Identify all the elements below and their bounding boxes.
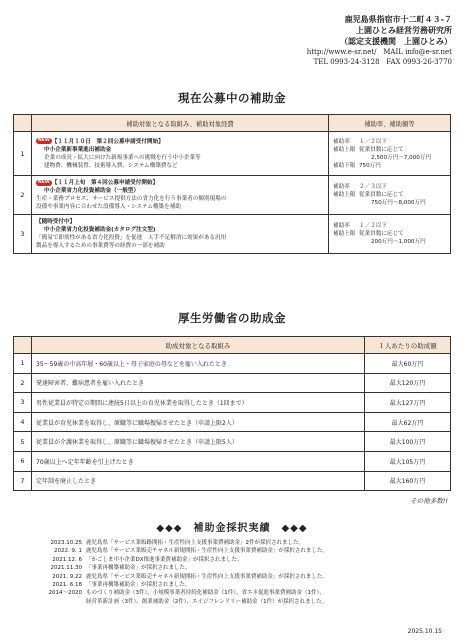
lower-value: 750万円 xyxy=(359,162,381,169)
row-number: 2 xyxy=(14,373,32,393)
grant-header-row xyxy=(14,337,451,354)
limit-label: 補助上限 xyxy=(333,231,356,237)
grant-amount: 最大62万円 xyxy=(365,412,451,432)
grant-row xyxy=(14,451,451,471)
limit-value: 750万円～8,000万円 xyxy=(371,200,426,206)
row-number: 2 xyxy=(14,176,32,215)
subsidy-name: 中小企業省力化投資補助金(カタログ注文型) xyxy=(44,227,156,233)
other-note: その他多数!! xyxy=(410,497,448,505)
item-text: ものづくり補助金（3件）、小規模事業者持続化補助金（1件）、省エネ促進事業費補助金（1件）、 xyxy=(86,590,325,597)
grant-row xyxy=(14,354,451,374)
grant-text: 従業員が介護休業を取得し、原職等に職場復帰させたとき（申請上限5人） xyxy=(32,432,365,452)
list-item xyxy=(20,539,450,547)
web-mail-line xyxy=(242,47,452,57)
new-badge: NEW xyxy=(38,179,50,185)
grant-amount: 最大60万円 xyxy=(365,354,451,374)
row-number: 1 xyxy=(14,354,32,374)
grant-amount: 最大120万円 xyxy=(365,373,451,393)
achievements-title: ◆◆◆ 補助金採択実績 ◆◆◆ xyxy=(156,523,308,534)
grant-row xyxy=(14,393,451,413)
list-item xyxy=(20,589,450,597)
item-date xyxy=(20,598,86,606)
grant-row xyxy=(14,432,451,452)
grant-amount: 最大100万円 xyxy=(365,432,451,452)
subsidy-table xyxy=(13,114,451,254)
subsidy-detail xyxy=(32,215,329,254)
subsidy-row xyxy=(14,215,451,254)
limit-note: 従業員数に応じて xyxy=(359,146,404,153)
issue-date: 2025.10.15 xyxy=(407,628,442,635)
row-number: 6 xyxy=(14,451,32,471)
subsidy-col2-header: 補助率、補助額等 xyxy=(329,115,451,132)
grant-row xyxy=(14,412,451,432)
website-link[interactable]: http://www.e-sr.net/ xyxy=(306,48,377,56)
subsidy-name: 中小企業新事業進出補助金 xyxy=(44,146,112,153)
item-text: 「かごしま中小企業DX推進事業費補助金」が採択されました。 xyxy=(86,556,243,563)
grant-text: 70歳以上へ定年年齢を引上げたとき xyxy=(32,451,365,471)
item-text: 「事業再構築補助金」が採択されました。 xyxy=(86,582,191,589)
subsidy-schedule: 【１１月上旬 第４回公募申請受付開始】 xyxy=(51,180,159,186)
limit-value: 200万円～1,000万円 xyxy=(371,239,426,245)
list-item xyxy=(20,573,450,581)
subsidy-schedule: 【１１月１０日 第２回公募申請受付開始】 xyxy=(51,138,164,145)
subsidy-num-header xyxy=(14,115,32,132)
list-item xyxy=(20,547,450,555)
row-number: 3 xyxy=(14,393,32,413)
item-text: 鹿児島県「サービス業販売チャネル新規開拓・生産性向上支援事業費補助金」が採択されました。 xyxy=(86,548,328,555)
subsidy-desc: 設備や事業内容に合わせた設備導入・システム構築を補助 xyxy=(36,204,181,210)
office-name: 上園ひとみ経営労務研究所 xyxy=(356,25,452,35)
list-item xyxy=(20,581,450,589)
tel-number: TEL 0993-24-3128 xyxy=(313,58,380,66)
subsidy-name: 中小企業省力化投資補助金（一般型） xyxy=(44,188,140,194)
item-date: 2023.10.25 xyxy=(50,540,82,546)
subsidy-header-row xyxy=(14,115,451,132)
item-date: 2021.11.30 xyxy=(50,565,82,572)
grant-text: 男性従業員が特定の期間に連続5日以上の育児休業を取得したとき（1回まで） xyxy=(32,393,365,413)
limit-label: 補助上限 xyxy=(333,146,356,153)
list-item xyxy=(20,598,450,606)
list-item xyxy=(20,556,450,564)
grant-amount: 最大105万円 xyxy=(365,451,451,471)
limit-label: 補助上限 xyxy=(333,192,356,198)
item-text: 鹿児島県「サービス業販路開拓・生産性向上支援事業費補助金」2件が採択されました。 xyxy=(86,540,305,546)
tel-fax-line xyxy=(242,57,452,67)
grant-col1-header: 助成対象となる取組み xyxy=(32,337,365,354)
letterhead xyxy=(242,14,452,67)
list-item xyxy=(20,564,450,572)
item-date: 2021. 6.18 xyxy=(52,582,82,589)
subsidy-desc: 企業の成長・拡大に向けた新規事業への挑戦を行う中小企業等 xyxy=(44,154,201,161)
row-number: 1 xyxy=(14,132,32,176)
subsidy-desc: 建物費、機械装置、技術導入費、システム構築費など xyxy=(44,162,178,169)
lower-label: 補助下限 xyxy=(333,162,356,169)
item-date: 2014～2020 xyxy=(48,590,82,597)
limit-note: 従業員数に応じて xyxy=(359,192,404,198)
subsidy-detail xyxy=(32,132,329,176)
item-text: 「事業再構築補助金」が採択されました。 xyxy=(86,565,191,572)
grant-text: 35～59歳の中高年層・60歳以上・母子家庭の母などを雇い入れたとき xyxy=(32,354,365,374)
item-text: 鹿児島県「サービス業販売チャネル新規開拓・生産性向上支援事業費補助金」が採択されました。 xyxy=(86,573,328,580)
rate-label: 補助率 xyxy=(333,184,350,190)
item-date: 2021.12. 6 xyxy=(52,556,82,563)
grant-table xyxy=(13,336,451,491)
fax-number: FAX 0993-26-3770 xyxy=(386,58,452,66)
grant-amount: 最大127万円 xyxy=(365,393,451,413)
item-text: 経営革新計画（3件）、創業補助金（2件）、エイジフレンドリー補助金（1件）が採択されました。 xyxy=(86,598,328,605)
grant-num-header xyxy=(14,337,32,354)
grant-row xyxy=(14,373,451,393)
subsidy-amount xyxy=(329,215,451,254)
limit-value: 2,500万円～7,000万円 xyxy=(371,154,431,161)
subsidy-desc: 生産・業務プロセス、サービス提供方法の省力化を行う事業者の個別現場の xyxy=(36,196,227,202)
grant-row xyxy=(14,471,451,491)
subsidy-detail xyxy=(32,176,329,215)
rate-label: 補助率 xyxy=(333,223,350,229)
grant-section-title: 厚生労働省の助成金 xyxy=(178,311,286,325)
subsidy-desc: 「簡易で即効性がある省力化投資」を促進 人手不足解消に効果がある汎用 xyxy=(36,235,227,241)
subsidy-row xyxy=(14,132,451,176)
grant-text: 従業員が育児休業を取得し、原職等に職場復帰させたとき（申請上限2人） xyxy=(32,412,365,432)
subsidy-amount xyxy=(329,176,451,215)
item-date: 2021. 9.22 xyxy=(52,573,82,580)
subsidy-schedule: 【随時受付中】 xyxy=(36,219,76,225)
rate-value: １／２以下 xyxy=(359,223,387,229)
mail-address[interactable]: MAIL info@e-sr.net xyxy=(383,48,452,56)
grant-col2-header: １人あたりの助成額 xyxy=(365,337,451,354)
subsidy-section-title: 現在公募中の補助金 xyxy=(178,91,286,105)
rate-value: ２／３以下 xyxy=(359,184,387,190)
subsidy-amount xyxy=(329,132,451,176)
subsidy-col1-header: 補助対象となる取組み、補助対象経費 xyxy=(32,115,329,132)
rate-value: １／２以下 xyxy=(359,138,387,145)
row-number: 4 xyxy=(14,412,32,432)
row-number: 5 xyxy=(14,432,32,452)
row-number: 3 xyxy=(14,215,32,254)
address: 鹿児島県指宿市十二町４３-７ xyxy=(344,14,452,24)
achievements-list xyxy=(20,539,450,606)
new-badge: NEW xyxy=(38,138,50,143)
rate-label: 補助率 xyxy=(333,138,350,145)
row-number: 7 xyxy=(14,471,32,491)
limit-note: 従業員数に応じて xyxy=(359,231,404,237)
subsidy-desc: 製品を導入するための事業費等の経費の一部を補助 xyxy=(36,243,165,249)
grant-text: 定年制を廃止したとき xyxy=(32,471,365,491)
grant-text: 発達障害者、難病患者を雇い入れたとき xyxy=(32,373,365,393)
item-date: 2022. 9. 1 xyxy=(54,548,82,555)
subsidy-row xyxy=(14,176,451,215)
grant-amount: 最大160万円 xyxy=(365,471,451,491)
certification: （認定支援機関 上園ひとみ） xyxy=(340,36,452,46)
